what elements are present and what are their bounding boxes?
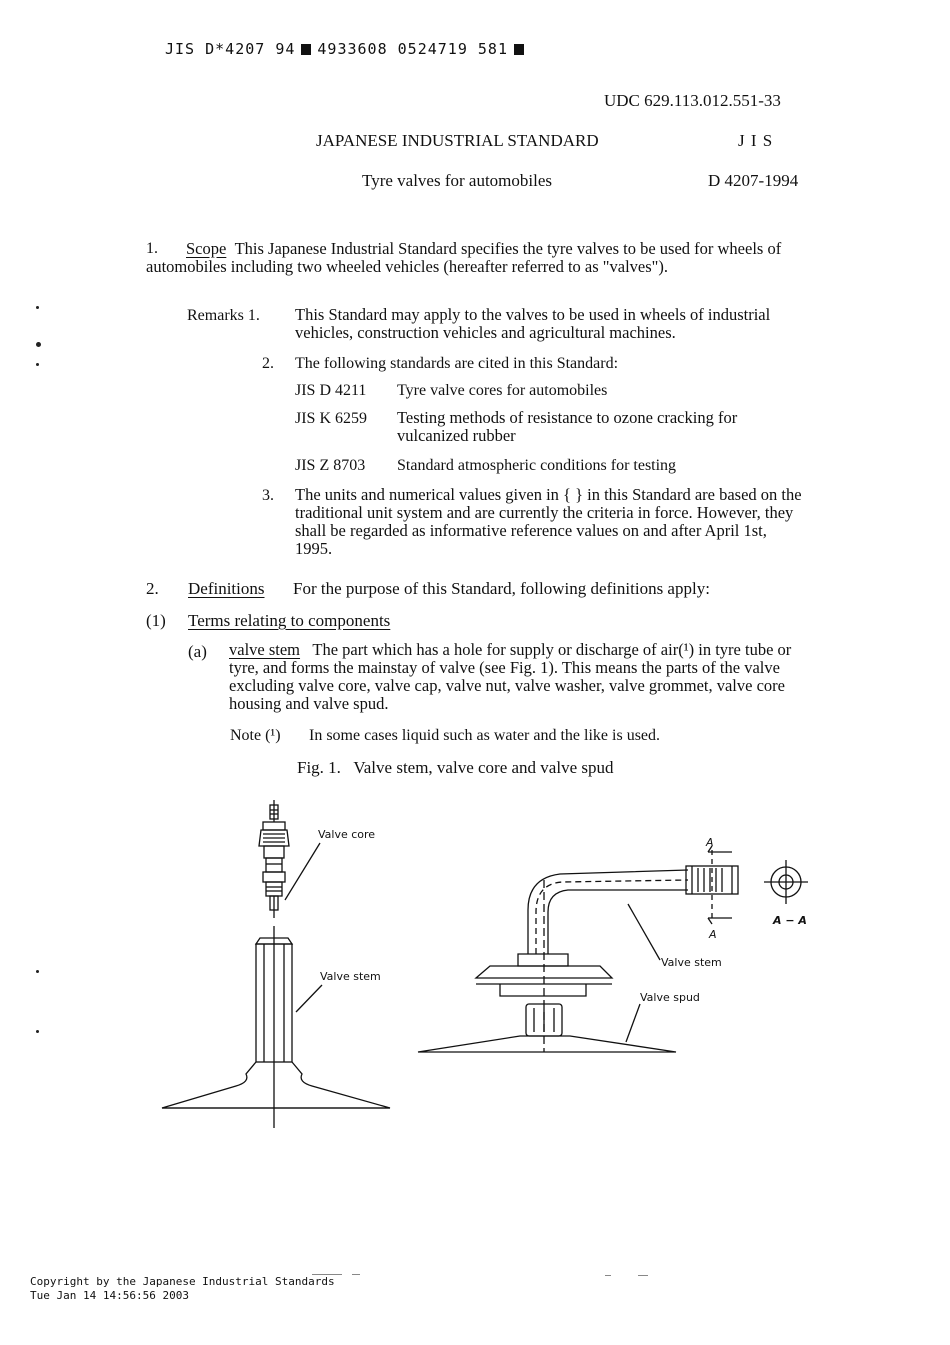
section-label: A − A [773, 914, 807, 927]
scan-speck [36, 1030, 39, 1033]
valve-stem-left-drawing [162, 926, 390, 1128]
note-text: In some cases liquid such as water and the like is used. [309, 727, 661, 744]
remark-3: The units and numerical values given in { } in this Standard are based on the traditional unit system and are currently the criteria in force. However, they shall be regarded as informative reference values on and after April 1st, 1995. [295, 485, 802, 558]
section-1-text: This Japanese Industrial Standard specifies the tyre valves to be used for wheels of automobiles including two wheeled vehicles (hereafter referred to as "valves"). [146, 239, 782, 276]
standard-number: D 4207-1994 [708, 171, 799, 190]
remark-2: The following standards are cited in this Standard: [295, 355, 619, 372]
jis-mark: J I S [738, 131, 774, 150]
standard-name: JAPANESE INDUSTRIAL STANDARD [316, 131, 599, 150]
section-2-number: 2. [146, 579, 159, 598]
cited-title: Standard atmospheric conditions for testing [397, 457, 677, 474]
label-valve-spud: Valve spud [640, 991, 700, 1004]
remark-3-number: 3. [262, 487, 274, 504]
label-valve-core: Valve core [318, 828, 376, 841]
scan-speck [36, 342, 41, 347]
label-valve-stem-left: Valve stem [320, 970, 381, 983]
valve-core-drawing [259, 800, 320, 918]
section-2-text: For the purpose of this Standard, following definitions apply: [293, 579, 710, 598]
subsection-heading: Terms relating to components [188, 611, 391, 630]
remark-2-number: 2. [262, 355, 274, 372]
item-number: (a) [188, 642, 207, 661]
scan-speck [36, 363, 39, 366]
cited-code: JIS Z 8703 [295, 457, 366, 474]
section-mark-top: A [706, 836, 714, 849]
divider [638, 1275, 648, 1276]
code-text: JIS D*4207 94 [165, 40, 296, 58]
divider [605, 1275, 611, 1276]
standard-title: Tyre valves for automobiles [362, 171, 553, 190]
figure-caption: Fig. 1. Valve stem, valve core and valve spud [297, 758, 614, 777]
subsection-number: (1) [146, 611, 166, 630]
note-label: Note (¹) [230, 727, 281, 744]
remark-1: This Standard may apply to the valves to be used in wheels of industrial vehicles, construction vehicles and agricultural machines. [295, 305, 771, 342]
item-text: The part which has a hole for supply or discharge of air(¹) in tyre tube or tyre, and forms the mainstay of valve (see Fig. 1). This means the parts of the valve excluding valve core, valve cap, valve nut, valve washer, valve grommet, valve core housing and valve spud. [229, 640, 792, 713]
udc-number: UDC 629.113.012.551-33 [604, 91, 781, 110]
section-2-heading: Definitions [188, 579, 265, 598]
cited-title: Tyre valve cores for automobiles [397, 382, 608, 399]
scan-speck [36, 306, 39, 309]
scan-speck [36, 970, 39, 973]
valve-stem-right-drawing [418, 846, 738, 1052]
cited-code: JIS D 4211 [295, 382, 367, 399]
divider [352, 1274, 360, 1275]
section-1-number: 1. [146, 240, 158, 257]
cited-title: Testing methods of resistance to ozone cracking for vulcanized rubber [397, 408, 738, 445]
copyright-line: Copyright by the Japanese Industrial Standards [30, 1275, 335, 1288]
section-1-heading: Scope [186, 239, 227, 258]
item-term: valve stem [229, 640, 301, 659]
remarks-label: Remarks 1. [187, 307, 260, 324]
section-a-a-drawing [764, 860, 808, 904]
label-valve-stem-right: Valve stem [661, 956, 722, 969]
divider [312, 1274, 342, 1275]
section-mark-bottom: A [709, 928, 717, 941]
timestamp-line: Tue Jan 14 14:56:56 2003 [30, 1289, 189, 1302]
cited-code: JIS K 6259 [295, 410, 368, 427]
code-number: 4933608 0524719 581 [317, 40, 508, 58]
